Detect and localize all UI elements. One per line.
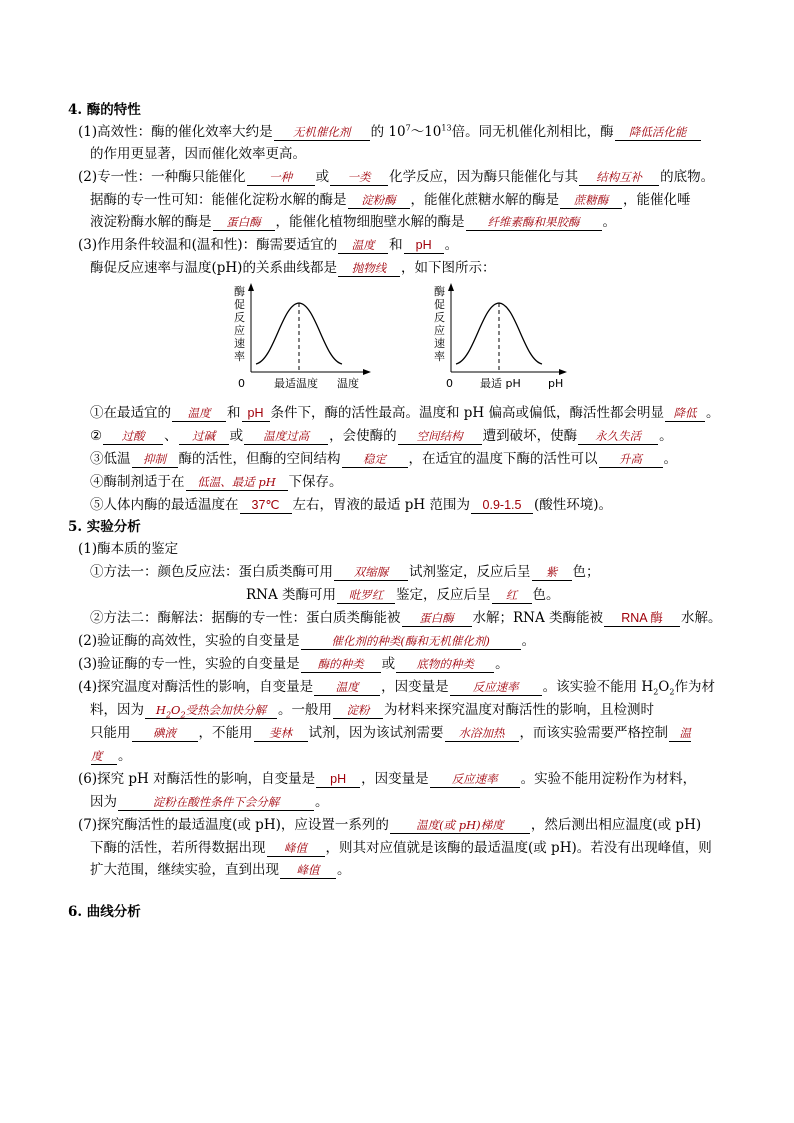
temperature-curve-graph: [234, 283, 371, 390]
note-4: ④酶制剂适于在 低温、最适 pH 下保存。: [90, 474, 343, 490]
y-axis-arrow: [248, 283, 254, 291]
origin-label: 0: [446, 377, 453, 390]
y-label-char: 速: [234, 337, 245, 350]
blank-9: 纤维素酶和果胶酶: [466, 215, 602, 231]
peak-label: 最适 pH: [480, 377, 521, 390]
blank-13: 温度: [172, 406, 226, 422]
blank-42: 水浴加热: [445, 726, 519, 742]
blank-2: 降低活化能: [615, 125, 701, 141]
y-label-char: 应: [234, 324, 245, 337]
blank-17: 过碱: [179, 429, 229, 445]
blank-31: 蛋白酶: [402, 611, 472, 627]
rate-curves-figure: [222, 282, 582, 396]
question-7-line-3: 扩大范围，继续实验，直到出现 峰值 。: [90, 862, 351, 878]
question-3: (3)验证酶的专一性，实验的自变量是 酶的种类 或 底物的种类 。: [78, 656, 509, 672]
blank-16: 过酸: [103, 429, 163, 445]
method-1-line: ①方法一：颜色反应法：蛋白质类酶可用 双缩脲 试剂鉴定，反应后呈 紫 色；: [90, 564, 600, 580]
question-4-line-2: 料，因为 $H_2O_2$受热会加快分解 。一般用 淀粉 为材料来探究温度对酶活性的影响，且检测时: [90, 702, 654, 720]
blank-44: pH: [316, 772, 360, 788]
blank-36: 温度: [314, 680, 380, 696]
blank-46: 淀粉在酸性条件下会分解: [118, 795, 314, 811]
blank-34: 酶的种类: [301, 657, 381, 673]
question-7: (7)探究酶活性的最适温度(或 pH)，应设置一系列的 温度(或 pH)梯度 ，然后测出相应温度(或 pH): [78, 817, 702, 833]
blank-29: 吡罗红: [337, 588, 395, 604]
blank-1: 无机催化剂: [274, 125, 370, 141]
y-axis-arrow: [448, 283, 454, 291]
blank-7: 蔗糖酶: [560, 193, 622, 209]
blank-45: 反应速率: [430, 772, 520, 788]
x-axis-label: pH: [548, 377, 564, 390]
question-4-line-4: 度 。: [91, 748, 132, 764]
blank-48: 峰值: [267, 841, 325, 857]
blank-26: 0.9-1.5: [471, 498, 533, 514]
section-6-title: 6. 曲线分析: [68, 904, 141, 920]
y-label-char: 促: [434, 298, 445, 311]
question-4-line-3: 只能用 碘液 ，不能用 斐林 试剂，因为该试剂需要 水浴加热 ，而该实验需要严格控制 温: [90, 725, 691, 741]
x-axis-arrow: [559, 369, 567, 375]
blank-43-start: 温: [669, 726, 691, 742]
y-label-char: 酶: [434, 285, 445, 298]
blank-22: 稳定: [342, 452, 408, 468]
subsection-title: (1)酶本质的鉴定: [78, 541, 179, 557]
blank-5: 结构互补: [579, 170, 659, 186]
blank-38: $H_2O_2$受热会加快分解: [145, 703, 277, 719]
question-2: (2)验证酶的高效性，实验的自变量是 催化剂的种类(酶和无机催化剂) 。: [78, 633, 536, 649]
blank-27: 双缩脲: [334, 565, 408, 581]
blank-40: 碘液: [132, 726, 198, 742]
para-high-efficiency: (1)高效性：酶的催化效率大约是 无机催化剂 的 $10^7\sim 10^{13}$倍。同无机催化剂相比，酶 降低活化能: [78, 124, 702, 141]
blank-49: 峰值: [280, 863, 336, 879]
question-4: (4)探究温度对酶活性的影响，自变量是 温度 ，因变量是 反应速率 。该实验不能用 $H_2O_2$作为材: [78, 679, 715, 697]
blank-24: 低温、最适 pH: [186, 475, 288, 491]
blank-30: 红: [492, 588, 532, 604]
note-5: ⑤人体内酶的最适温度在 37℃ 左右，胃液的最适 pH 范围为 0.9-1.5 (酸性环境)。: [90, 497, 613, 513]
note-2: ② 过酸 、 过碱 或 温度过高 ，会使酶的 空间结构 遭到破坏，使酶 永久失活 。: [90, 428, 673, 444]
ph-curve-graph: [434, 283, 567, 390]
method-2-line: ②方法二：酶解法：据酶的专一性：蛋白质类酶能被 蛋白酶 水解；RNA 类酶能被 RNA 酶 水解。: [90, 610, 722, 626]
blank-12: 抛物线: [338, 261, 400, 277]
para-mildness: (3)作用条件较温和(温和性)：酶需要适宜的 温度 和 pH 。: [78, 237, 459, 253]
blank-21: 抑制: [132, 452, 178, 468]
question-6-line-2: 因为 淀粉在酸性条件下会分解 。: [90, 794, 329, 810]
y-label-char: 率: [434, 350, 445, 363]
section-5-title: 5. 实验分析: [68, 519, 141, 535]
blank-10: 温度: [338, 238, 388, 254]
blank-35: 底物的种类: [396, 657, 494, 673]
y-label-char: 反: [434, 311, 445, 324]
blank-8: 蛋白酶: [213, 215, 275, 231]
para-specificity: (2)专一性：一种酶只能催化 一种 或 一类 化学反应，因为酶只能催化与其 结构互补 的底物。: [78, 169, 715, 185]
blank-4: 一类: [330, 170, 388, 186]
note-3: ③低温 抑制 酶的活性，但酶的空间结构 稳定 ，在适宜的温度下酶的活性可以 升高 。: [90, 451, 677, 467]
y-label-char: 反: [234, 311, 245, 324]
x-axis-label: 温度: [337, 377, 359, 390]
note-1: ①在最适宜的 温度 和 pH 条件下，酶的活性最高。温度和 pH 偏高或偏低，酶活性都会明显 降低 。: [90, 405, 720, 421]
section-4-title: 4. 酶的特性: [68, 102, 141, 118]
peak-label: 最适温度: [274, 377, 318, 390]
blank-39: 淀粉: [333, 703, 383, 719]
blank-32: RNA 酶: [604, 611, 680, 627]
blank-47: 温度(或 pH)梯度: [390, 818, 530, 834]
blank-20: 永久失活: [578, 429, 658, 445]
question-7-line-2: 下酶的活性，若所得数据出现 峰值 ，则其对应值就是该酶的最适温度(或 pH)。若没有出现峰值，则: [90, 840, 712, 856]
y-label-char: 速: [434, 337, 445, 350]
y-label-char: 酶: [234, 285, 245, 298]
blank-23: 升高: [599, 452, 663, 468]
blank-15: 降低: [665, 406, 705, 422]
blank-19: 空间结构: [398, 429, 482, 445]
blank-3: 一种: [247, 170, 315, 186]
y-label-char: 应: [434, 324, 445, 337]
blank-25: 37℃: [240, 498, 292, 514]
text-line: 据酶的专一性可知：能催化淀粉水解的酶是 淀粉酶 ，能催化蔗糖水解的酶是 蔗糖酶 ，能催化唾: [90, 192, 691, 208]
blank-6: 淀粉酶: [348, 193, 410, 209]
text-line: 酶促反应速率与温度(pH)的关系曲线都是 抛物线 ，如下图所示：: [90, 260, 496, 276]
blank-11: pH: [404, 238, 444, 254]
blank-18: 温度过高: [244, 429, 328, 445]
y-label-char: 促: [234, 298, 245, 311]
question-6: (6)探究 pH 对酶活性的影响，自变量是 pH ，因变量是 反应速率 。实验不能用淀粉作为材料，: [78, 771, 697, 787]
origin-label: 0: [238, 377, 245, 390]
blank-14: pH: [242, 406, 270, 422]
blank-28: 紫: [532, 565, 572, 581]
blank-37: 反应速率: [450, 680, 542, 696]
y-label-char: 率: [234, 350, 245, 363]
text-line: 液淀粉酶水解的酶是 蛋白酶 ，能催化植物细胞壁水解的酶是 纤维素酶和果胶酶 。: [90, 214, 616, 230]
method-1-line-2: RNA 类酶可用 吡罗红 鉴定，反应后呈 红 色。: [246, 587, 560, 603]
blank-43-end: 度: [91, 749, 117, 765]
blank-41: 斐林: [254, 726, 308, 742]
x-axis-arrow: [363, 369, 371, 375]
blank-33: 催化剂的种类(酶和无机催化剂): [301, 634, 521, 650]
text-line: 的作用更显著，因而催化效率更高。: [90, 146, 306, 162]
